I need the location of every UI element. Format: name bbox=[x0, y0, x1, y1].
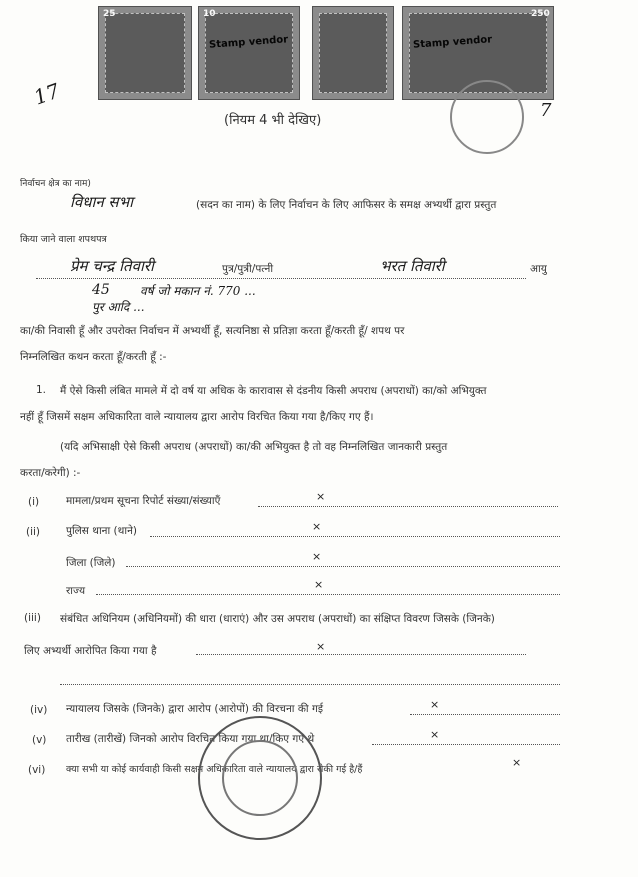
row-vi-label: क्या सभी या कोई कार्यवाही किसी सक्षम अधिकारिता वाले न्यायालय द्वारा रोकी गई है/हैं bbox=[66, 764, 363, 775]
item-1-line-c: (यदि अभिसाक्षी ऐसे किसी अपराध (अपराधों) का/की अभियुक्त है तो वह निम्नलिखित जानकारी प्रस्तुत bbox=[60, 441, 448, 453]
row-i-label: मामला/प्रथम सूचना रिपोर्ट संख्या/संख्याएँ bbox=[66, 495, 221, 507]
item-1-line-a: मैं ऐसे किसी लंबित मामले में दो वर्ष या अधिक के कारावास से दंडनीय किसी अपराध (अपराधों) का/को अभियुक्त bbox=[60, 385, 487, 397]
name-line bbox=[36, 278, 526, 279]
row-vi-mark: × bbox=[512, 756, 522, 769]
row-ii-label: पुलिस थाना (थाने) bbox=[66, 525, 138, 537]
age-value: 45 bbox=[92, 282, 110, 298]
row-v-line bbox=[372, 744, 560, 745]
row-iii-line-b: लिए अभ्यर्थी आरोपित किया गया है bbox=[24, 645, 157, 657]
row-vi-number: (vi) bbox=[28, 764, 46, 776]
resident-line: का/की निवासी हूँ और उपरोक्त निर्वाचन में अभ्यर्थी हूँ, सत्यनिष्ठा से प्रतिज्ञा करता हूँ/करती हूँ/ शपथ पर bbox=[20, 325, 405, 337]
statement-line: निम्नलिखित कथन करता हूँ/करती हूँ :- bbox=[20, 351, 167, 363]
row-district-line bbox=[126, 566, 560, 567]
notary-seal-bottom-inner bbox=[222, 740, 298, 816]
constituency-caption: निर्वाचन क्षेत्र का नाम) bbox=[20, 179, 91, 189]
row-iii-line bbox=[196, 654, 526, 655]
row-iv-number: (iv) bbox=[30, 704, 48, 716]
row-ii-mark: × bbox=[312, 520, 322, 533]
row-iii-number: (iii) bbox=[24, 612, 41, 624]
address-handwritten-2: पुर आदि ... bbox=[92, 300, 145, 314]
row-iii-mark: × bbox=[316, 640, 326, 653]
row-ii-line bbox=[150, 536, 560, 537]
address-handwritten: वर्ष जो मकान नं. 770 ... bbox=[140, 284, 256, 298]
revenue-stamp-2: 10 Stamp vendor bbox=[198, 6, 300, 100]
row-state-mark: × bbox=[314, 578, 324, 591]
candidate-name: प्रेम चन्द्र तिवारी bbox=[70, 257, 154, 275]
top-right-scrawl: 7 bbox=[540, 100, 552, 121]
relation-label: पुत्र/पुत्री/पत्नी bbox=[222, 263, 274, 275]
row-i-line bbox=[258, 506, 558, 507]
row-v-label: तारीख (तारीखें) जिनको आरोप विरचित किया गया था/किए गए थे bbox=[66, 733, 315, 745]
row-state-line bbox=[96, 594, 560, 595]
item-1-line-b: नहीं हूँ जिसमें सक्षम अधिकारिता वाले न्यायालय द्वारा आरोप विरचित किया गया है/किए गए हैं। bbox=[20, 411, 374, 423]
row-ii-number: (ii) bbox=[26, 526, 41, 538]
affidavit-line-3: किया जाने वाला शपथपत्र bbox=[20, 234, 107, 245]
row-iii-extra-line bbox=[60, 684, 560, 685]
item-1-line-d: करता/करेगी) :- bbox=[20, 467, 81, 479]
margin-note: 17 bbox=[30, 78, 63, 110]
notary-seal-top bbox=[450, 80, 524, 154]
row-i-number: (i) bbox=[28, 496, 40, 508]
revenue-stamp-3 bbox=[312, 6, 394, 100]
row-v-mark: × bbox=[430, 728, 440, 741]
row-iv-label: न्यायालय जिसके (जिनके) द्वारा आरोप (आरोपों) की विरचना की गई bbox=[66, 703, 324, 715]
row-iv-line bbox=[410, 714, 560, 715]
revenue-stamp-1: 25 bbox=[98, 6, 192, 100]
row-i-mark: × bbox=[316, 490, 326, 503]
row-iv-mark: × bbox=[430, 698, 440, 711]
item-1-number: 1. bbox=[36, 384, 47, 396]
row-district-mark: × bbox=[312, 550, 322, 563]
revenue-stamp-4: 250 Stamp vendor bbox=[402, 6, 554, 100]
constituency-handwritten: विधान सभा bbox=[70, 193, 133, 211]
rule-reference: (नियम 4 भी देखिए) bbox=[224, 113, 322, 128]
affidavit-line-2: (सदन का नाम) के लिए निर्वाचन के लिए आफिसर के समक्ष अभ्यर्थी द्वारा प्रस्तुत bbox=[196, 199, 497, 211]
father-name: भरत तिवारी bbox=[380, 257, 445, 275]
row-state-label: राज्य bbox=[66, 585, 86, 597]
row-v-number: (v) bbox=[32, 734, 47, 746]
row-district-label: जिला (जिले) bbox=[66, 557, 116, 569]
row-iii-line-a: संबंधित अधिनियम (अधिनियमों) की धारा (धाराएं) और उस अपराध (अपराधों) का संक्षिप्त विवरण जिसके (जिनके) bbox=[60, 613, 495, 625]
age-label: आयु bbox=[530, 263, 547, 275]
